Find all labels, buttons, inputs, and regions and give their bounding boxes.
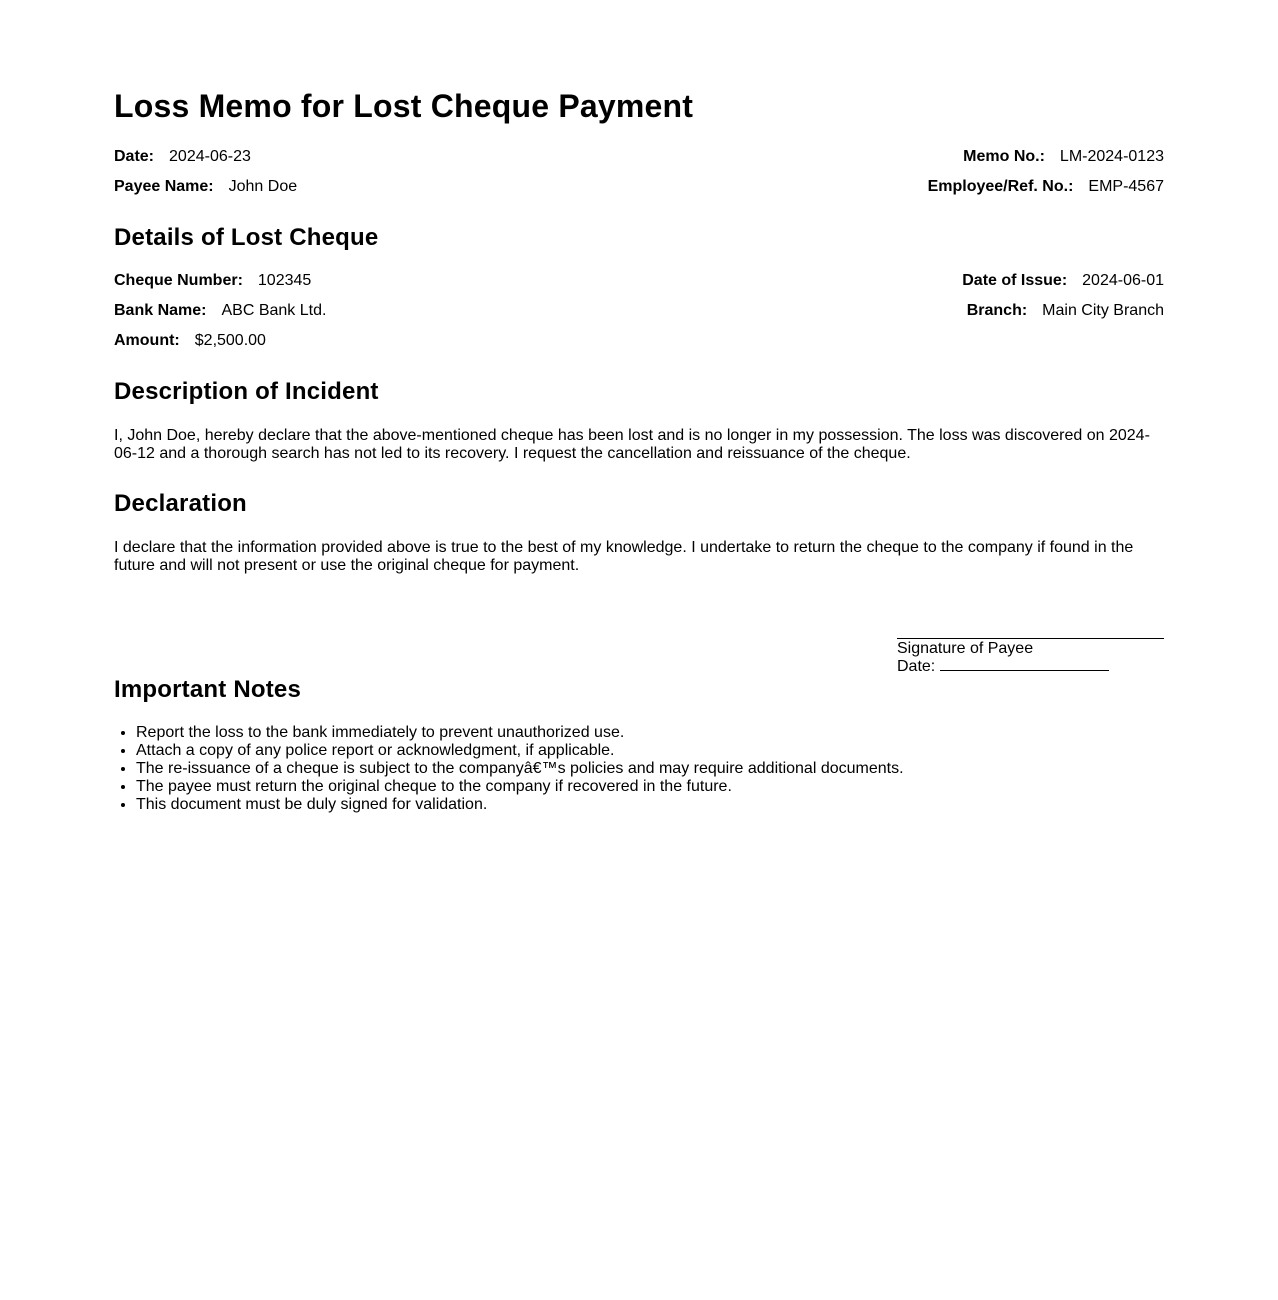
signature-label: Signature of Payee: [897, 640, 1034, 657]
list-item: • This document must be duly signed for validation.: [136, 796, 1164, 814]
declaration-text: I declare that the information provided above is true to the best of my knowledge. I undertake to return the cheque to the company if found in the future and will not present or use the original cheque for payment.: [114, 539, 1134, 574]
cheque-number-field: [114, 270, 311, 292]
declaration-heading: Declaration: [114, 490, 247, 517]
date-value: 2024-06-23: [169, 148, 251, 165]
details-heading: Details of Lost Cheque: [114, 224, 379, 251]
memo-number-field: [963, 146, 1164, 168]
bank-name-field: [114, 300, 326, 322]
payee-field: [114, 176, 297, 198]
memo-number-label: Memo No.:: [963, 148, 1045, 165]
issue-date-field: [962, 270, 1164, 292]
reference-label: Employee/Ref. No.:: [927, 178, 1074, 195]
reference-field: [928, 176, 1164, 198]
branch-label: Branch:: [966, 302, 1028, 319]
signature-block: [897, 624, 1164, 676]
issue-date-label: Date of Issue:: [962, 272, 1068, 289]
signature-date-line: [940, 658, 1109, 671]
header-row-payee-ref: [114, 176, 1164, 198]
bank-name-value: ABC Bank Ltd.: [221, 302, 327, 319]
amount-value: $2,500.00: [194, 332, 266, 349]
list-item: • Attach a copy of any police report or acknowledgment, if applicable.: [136, 742, 1164, 760]
memo-number-value: LM-2024-0123: [1059, 148, 1164, 165]
branch-value: Main City Branch: [1042, 302, 1164, 319]
list-item: • The payee must return the original cheque to the company if recovered in the future.: [136, 778, 1164, 796]
reference-value: EMP-4567: [1088, 178, 1164, 195]
payee-label: Payee Name:: [114, 178, 214, 195]
amount-field: [114, 330, 266, 352]
branch-field: [967, 300, 1164, 322]
details-row-cheque-issue: [114, 270, 1164, 292]
cheque-number-value: 102345: [257, 272, 312, 289]
signature-date-row: [897, 658, 1164, 676]
bank-name-label: Bank Name:: [114, 302, 207, 319]
incident-text: I, John Doe, hereby declare that the above-mentioned cheque has been lost and is no longer in my possession. The loss was discovered on 2024-06-12 and a thorough search has not led to its recovery. I request the cancellation and reissuance of the cheque.: [114, 427, 1150, 462]
date-label: Date:: [114, 148, 155, 165]
details-row-bank-branch: [114, 300, 1164, 322]
signature-line: [897, 624, 1164, 639]
signature-date-label: Date:: [897, 658, 936, 675]
incident-heading: Description of Incident: [114, 378, 379, 405]
list-item: • The re-issuance of a cheque is subject to the companyâ€™s policies and may require additional documents.: [136, 760, 1164, 778]
cheque-number-label: Cheque Number:: [114, 272, 243, 289]
details-row-amount: [114, 330, 1164, 352]
amount-label: Amount:: [114, 332, 180, 349]
header-row-date-memo: [114, 146, 1164, 168]
notes-heading: Important Notes: [114, 676, 302, 703]
issue-date-value: 2024-06-01: [1082, 272, 1164, 289]
date-field: [114, 146, 251, 168]
list-item: • Report the loss to the bank immediately to prevent unauthorized use.: [136, 724, 1164, 742]
page-title: Loss Memo for Lost Cheque Payment: [114, 88, 694, 124]
payee-value: John Doe: [228, 178, 298, 195]
notes-list: [114, 724, 1164, 814]
